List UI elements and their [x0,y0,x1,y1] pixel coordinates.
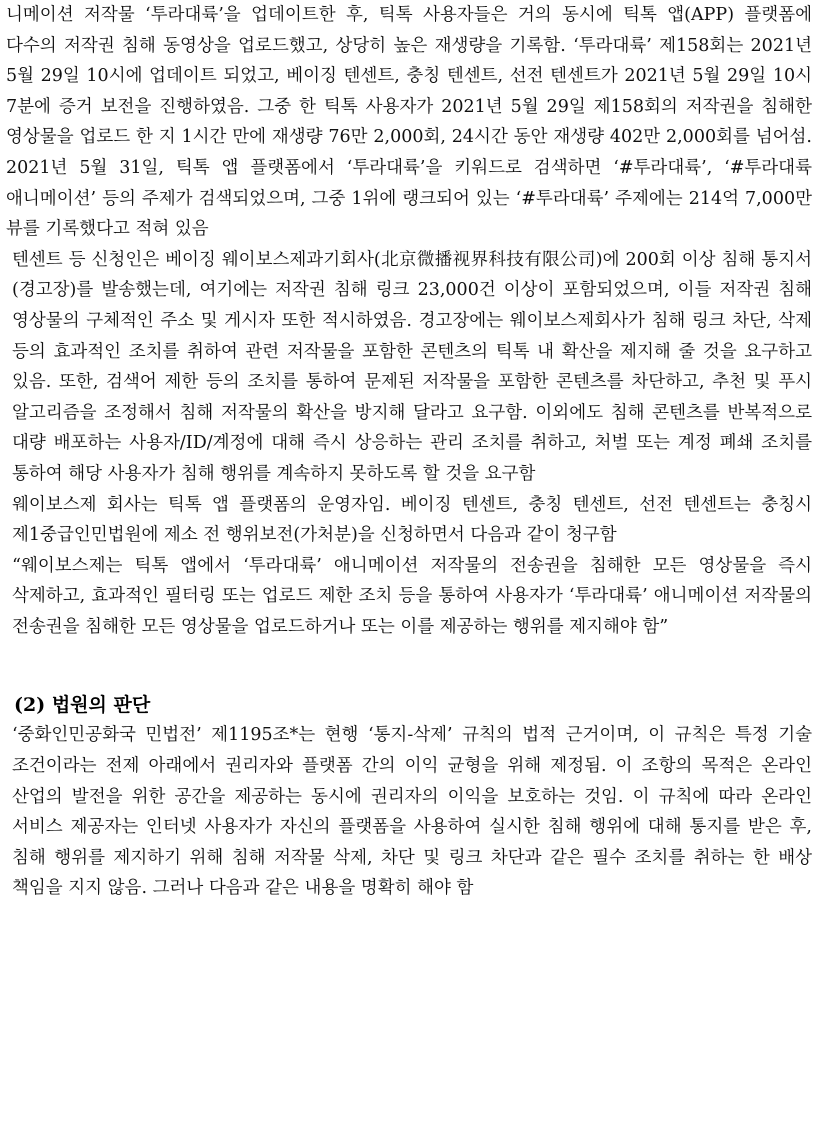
paragraph-court-judgment: ‘중화인민공화국 민법전’ 제1195조*는 현행 ‘통지-삭제’ 규칙의 법적 근거이며, 이 규칙은 특정 기술 조건이라는 전제 아래에서 권리자와 플랫폼 간의 이익 균형을 위해 제정됨. 이 조항의 목적은 온라인 산업의 발전을 위한 공간을 제공하는 동시에 권리자의 이익을 보호하는 것임. 이 규칙에 따라 온라인 서비스 제공자는 인터넷 사용자가 자신의 플랫폼을 사용하여 실시한 침해 행위에 대해 통지를 받은 후, 침해 행위를 제지하기 위해 침해 저작물 삭제, 차단 및 링크 차단과 같은 필수 조치를 취하는 한 배상 책임을 지지 않음. 그러나 다음과 같은 내용을 명확히 해야 함 [12,725,812,899]
paragraph-preservation-application: 웨이보스제 회사는 틱톡 앱 플랫폼의 운영자임. 베이징 텐센트, 충칭 텐센트, 선전 텐센트는 충칭시 제1중급인민법원에 제소 전 행위보전(가처분)을 신청하면서 다음과 같이 청구함 [12,494,812,546]
section-heading: (2) 법원의 판단 [14,694,151,717]
section-spacer [6,642,812,690]
paragraph-infringement-notice: 텐센트 등 신청인은 베이징 웨이보스제과기회사(北京微播视界科技有限公司)에 200회 이상 침해 통지서(경고장)를 발송했는데, 여기에는 저작권 침해 링크 23,000건 이상이 포함되었으며, 이들 저작권 침해 영상물의 구체적인 주소 및 게시자 또한 적시하였음. 경고장에는 웨이보스제회사가 침해 링크 차단, 삭제 등의 효과적인 조치를 취하여 관련 저작물을 포함한 콘텐츠의 틱톡 내 확산을 제지해 줄 것을 요구하고 있음. 또한, 검색어 제한 등의 조치를 통하여 문제된 저작물을 포함한 콘텐츠를 차단하고, 추천 및 푸시 알고리즘을 조정해서 침해 저작물의 확산을 방지해 달라고 요구함. 이외에도 침해 콘텐츠를 반복적으로 대량 배포하는 사용자/ID/계정에 대해 즉시 상응하는 관리 조치를 취하고, 처벌 또는 계정 폐쇄 조치를 통하여 해당 사용자가 침해 행위를 계속하지 못하도록 할 것을 요구함 [12,249,812,484]
paragraph-incident-summary: 니메이션 저작물 ‘투라대륙’을 업데이트한 후, 틱톡 사용자들은 거의 동시에 틱톡 앱(APP) 플랫폼에 다수의 저작권 침해 동영상을 업로드했고, 상당히 높은 재생량을 기록함. ‘투라대륙’ 제158회는 2021년 5월 29일 10시에 업데이트 되었고, 베이징 텐센트, 충칭 텐센트, 선전 텐센트가 2021년 5월 29일 10시 7분에 증거 보전을 진행하였음. 그중 한 틱톡 사용자가 2021년 5월 29일 제158회의 저작권을 침해한 영상물을 업로드 한 지 1시간 만에 재생량 76만 2,000회, 24시간 동안 재생량 402만 2,000회를 넘어섬. 2021년 5월 31일, 틱톡 앱 플랫폼에서 ‘투라대륙’을 키워드로 검색하면 ‘#투라대륙’, ‘#투라대륙 애니메이션’ 등의 주제가 검색되었으며, 그중 1위에 랭크되어 있는 ‘#투라대륙’ 주제에는 214억 7,000만 뷰를 기록했다고 적혀 있음 [6,5,812,240]
paragraph-claim-quote: “웨이보스제는 틱톡 앱에서 ‘투라대륙’ 애니메이션 저작물의 전송권을 침해한 모든 영상물을 즉시 삭제하고, 효과적인 필터링 또는 업로드 제한 조치 등을 통하여 사용자가 ‘투라대륙’ 애니메이션 저작물의 전송권을 침해한 모든 영상물을 업로드하거나 또는 이를 제공하는 행위를 제지해야 함” [12,555,812,637]
document-page [6,0,812,904]
